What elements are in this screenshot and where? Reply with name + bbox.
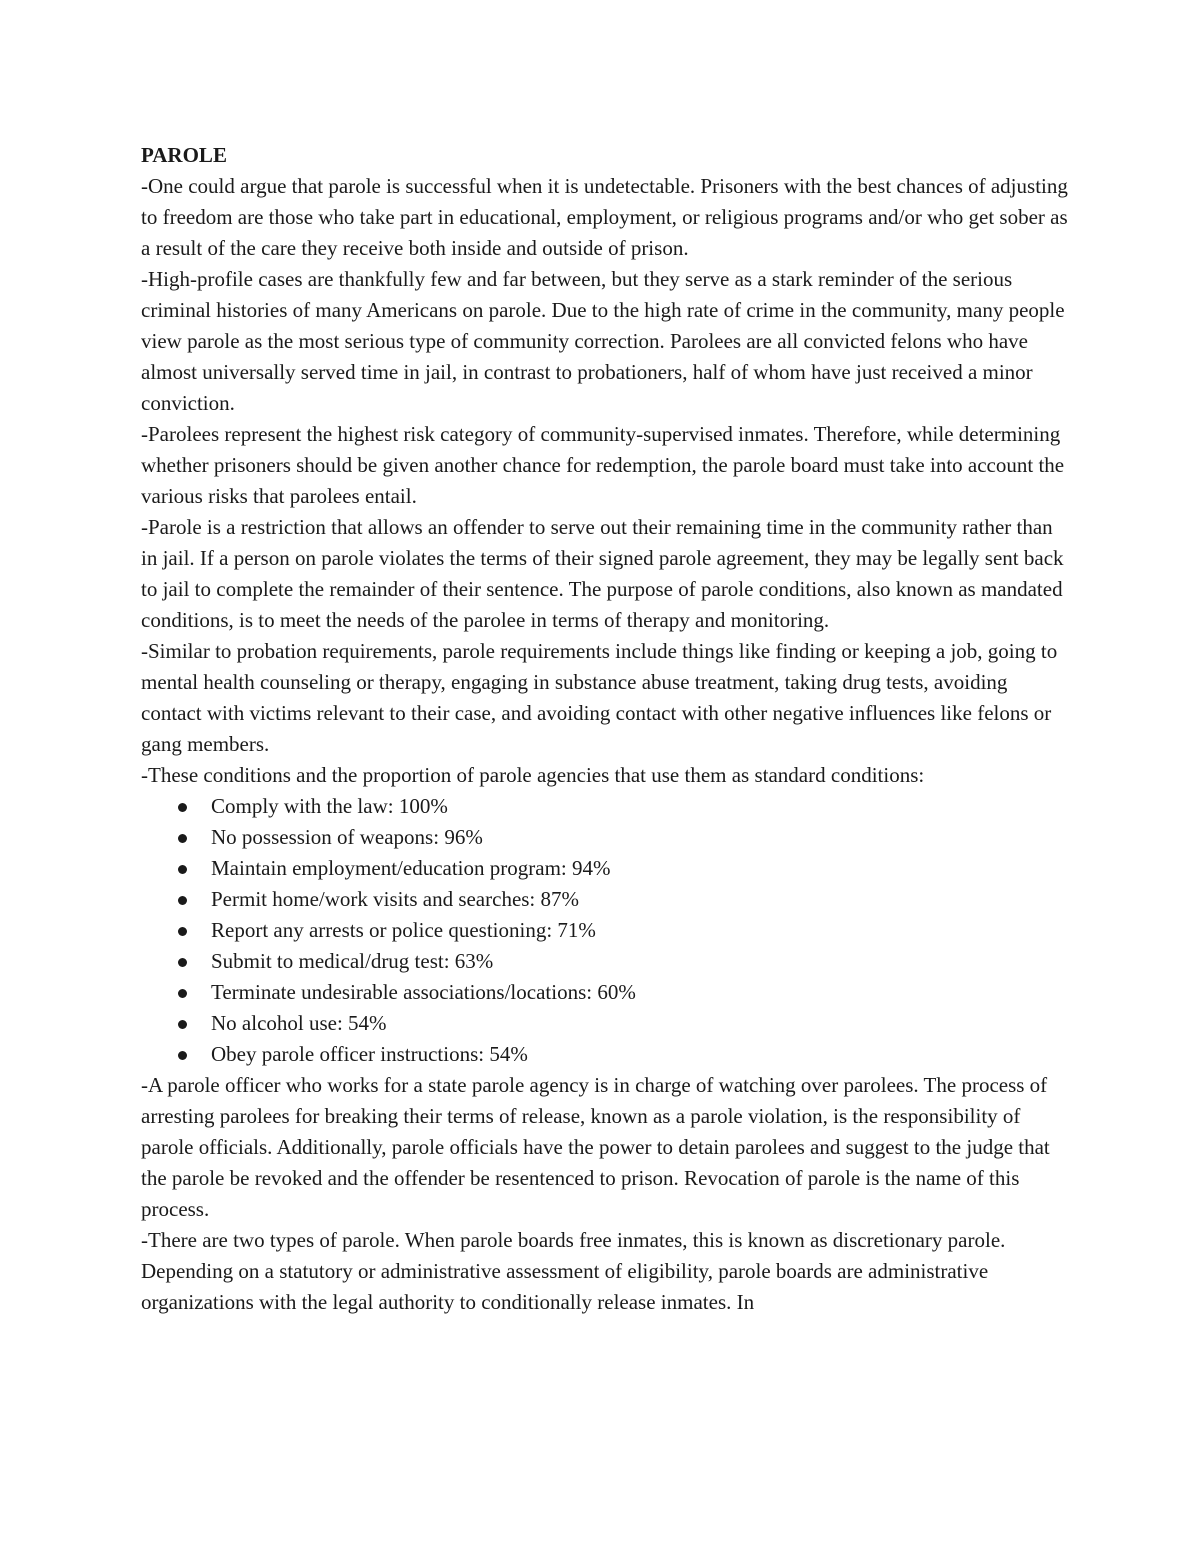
list-item <box>141 946 1071 977</box>
list-item-text: Comply with the law: 100% <box>211 794 448 818</box>
paragraph-parole-requirements: -Similar to probation requirements, parole requirements include things like finding or keeping a job, going to mental health counseling or therapy, engaging in substance abuse treatment, taking drug tests, avoiding contact with victims relevant to their case, and avoiding contact with other negative influences like felons or gang members. <box>141 639 1058 756</box>
bullet-icon <box>178 865 187 874</box>
paragraph-undetectable: -One could argue that parole is successful when it is undetectable. Prisoners with the best chances of adjusting to freedom are those who take part in educational, employment, or religious programs and/or who get sober as a result of the care they receive both inside and outside of prison. <box>141 174 1068 260</box>
list-item-text: No possession of weapons: 96% <box>211 825 483 849</box>
list-item-text: Permit home/work visits and searches: 87% <box>211 887 580 911</box>
list-item <box>141 915 1071 946</box>
list-item <box>141 977 1071 1008</box>
list-item <box>141 1008 1071 1039</box>
paragraph-types-of-parole: -There are two types of parole. When parole boards free inmates, this is known as discretionary parole. Depending on a statutory or administrative assessment of eligibility, parole boards are administrative organizations with the legal authority to conditionally release inmates. In <box>141 1228 1006 1314</box>
paragraph-conditions-intro: -These conditions and the proportion of parole agencies that use them as standard conditions: <box>141 763 925 787</box>
document-title: PAROLE <box>141 143 227 167</box>
list-item <box>141 884 1071 915</box>
list-item-text: Maintain employment/education program: 94% <box>211 856 611 880</box>
bullet-icon <box>178 834 187 843</box>
bullet-icon <box>178 927 187 936</box>
conditions-list <box>141 791 1071 1070</box>
list-item-text: Report any arrests or police questioning: 71% <box>211 918 596 942</box>
list-item-text: Obey parole officer instructions: 54% <box>211 1042 528 1066</box>
bullet-icon <box>178 958 187 967</box>
list-item <box>141 1039 1071 1070</box>
list-item-text: No alcohol use: 54% <box>211 1011 387 1035</box>
document-body <box>141 140 1071 1318</box>
bullet-icon <box>178 1051 187 1060</box>
list-item <box>141 791 1071 822</box>
list-item <box>141 822 1071 853</box>
paragraph-parole-officer: -A parole officer who works for a state parole agency is in charge of watching over parolees. The process of arresting parolees for breaking their terms of release, known as a parole violation, is the responsibility of parole officials. Additionally, parole officials have the power to detain parolees and suggest to the judge that the parole be revoked and the offender be resentenced to prison. Revocation of parole is the name of this process. <box>141 1073 1050 1221</box>
bullet-icon <box>178 803 187 812</box>
list-item-text: Submit to medical/drug test: 63% <box>211 949 494 973</box>
paragraph-high-profile-cases: -High-profile cases are thankfully few and far between, but they serve as a stark reminder of the serious criminal histories of many Americans on parole. Due to the high rate of crime in the community, many people view parole as the most serious type of community correction. Parolees are all convicted felons who have almost universally served time in jail, in contrast to probationers, half of whom have just received a minor conviction. <box>141 267 1065 415</box>
bullet-icon <box>178 896 187 905</box>
list-item-text: Terminate undesirable associations/locations: 60% <box>211 980 636 1004</box>
bullet-icon <box>178 1020 187 1029</box>
bullet-icon <box>178 989 187 998</box>
paragraph-parole-restriction: -Parole is a restriction that allows an offender to serve out their remaining time in the community rather than in jail. If a person on parole violates the terms of their signed parole agreement, they may be legally sent back to jail to complete the remainder of their sentence. The purpose of parole conditions, also known as mandated conditions, is to meet the needs of the parolee in terms of therapy and monitoring. <box>141 515 1064 632</box>
list-item <box>141 853 1071 884</box>
paragraph-highest-risk: -Parolees represent the highest risk category of community-supervised inmates. Therefore, while determining whether prisoners should be given another chance for redemption, the parole board must take into account the various risks that parolees entail. <box>141 422 1065 508</box>
